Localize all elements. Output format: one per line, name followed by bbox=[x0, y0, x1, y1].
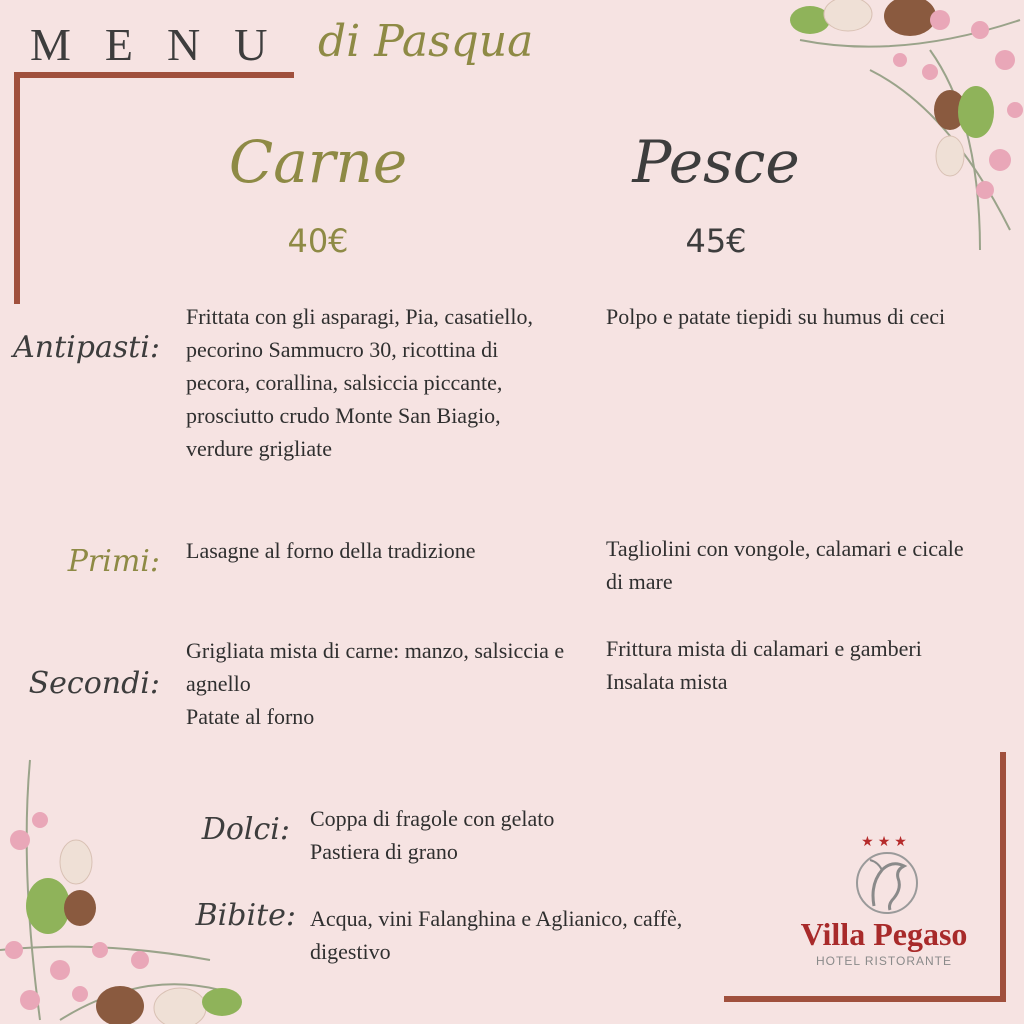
course-label-antipasti: Antipasti: bbox=[13, 330, 160, 365]
course-label-primi: Primi: bbox=[67, 544, 160, 579]
antipasti-carne-text: Frittata con gli asparagi, Pia, casatiello, pecorino Sammucro 30, ricottina di pecora, corallina, salsiccia piccante, prosciutto crudo Monte San Biagio, verdure grigliate bbox=[186, 304, 534, 461]
secondi-pesce-line1: Frittura mista di calamari e gamberi bbox=[606, 636, 922, 661]
frame-top-line bbox=[14, 72, 294, 78]
dolci-block bbox=[310, 802, 710, 868]
dolci-line1: Coppa di fragole con gelato bbox=[310, 806, 555, 831]
course-label-dolci: Dolci: bbox=[201, 812, 290, 847]
course-label-bibite: Bibite: bbox=[195, 898, 296, 933]
primi-pesce-text: Tagliolini con vongole, calamari e cicale di mare bbox=[606, 536, 964, 594]
secondi-carne-block bbox=[186, 634, 566, 733]
dolci-line2: Pastiera di grano bbox=[310, 839, 458, 864]
secondi-carne-line1: Grigliata mista di carne: manzo, salsiccia e agnello bbox=[186, 638, 565, 696]
frame-bottom-line bbox=[724, 996, 1006, 1002]
antipasti-pesce-text: Polpo e patate tiepidi su humus di ceci bbox=[606, 304, 946, 329]
secondi-pesce-block bbox=[606, 632, 936, 698]
bibite-text: Acqua, vini Falanghina e Aglianico, caffè, digestivo bbox=[310, 906, 683, 964]
frame-left-line bbox=[14, 72, 20, 304]
logo-stars: ★★★ bbox=[861, 834, 911, 850]
menu-title: MENU bbox=[30, 19, 302, 70]
secondi-pesce-line2: Insalata mista bbox=[606, 669, 728, 694]
secondi-carne-line2: Patate al forno bbox=[186, 704, 315, 729]
column-title-pesce: Pesce bbox=[632, 128, 800, 196]
menu-subtitle: di Pasqua bbox=[318, 16, 534, 67]
price-pesce: 45€ bbox=[685, 222, 747, 260]
course-label-secondi: Secondi: bbox=[28, 666, 160, 701]
column-title-carne: Carne bbox=[228, 128, 408, 196]
price-carne: 40€ bbox=[287, 222, 349, 260]
horse-logo-icon bbox=[852, 848, 922, 918]
frame-right-line bbox=[1000, 752, 1006, 1002]
primi-carne-text: Lasagne al forno della tradizione bbox=[186, 538, 476, 563]
logo-tagline: HOTEL RISTORANTE bbox=[815, 954, 953, 968]
floral-decoration-bottom-left bbox=[0, 750, 250, 1024]
logo-name: Villa Pegaso bbox=[800, 916, 968, 952]
